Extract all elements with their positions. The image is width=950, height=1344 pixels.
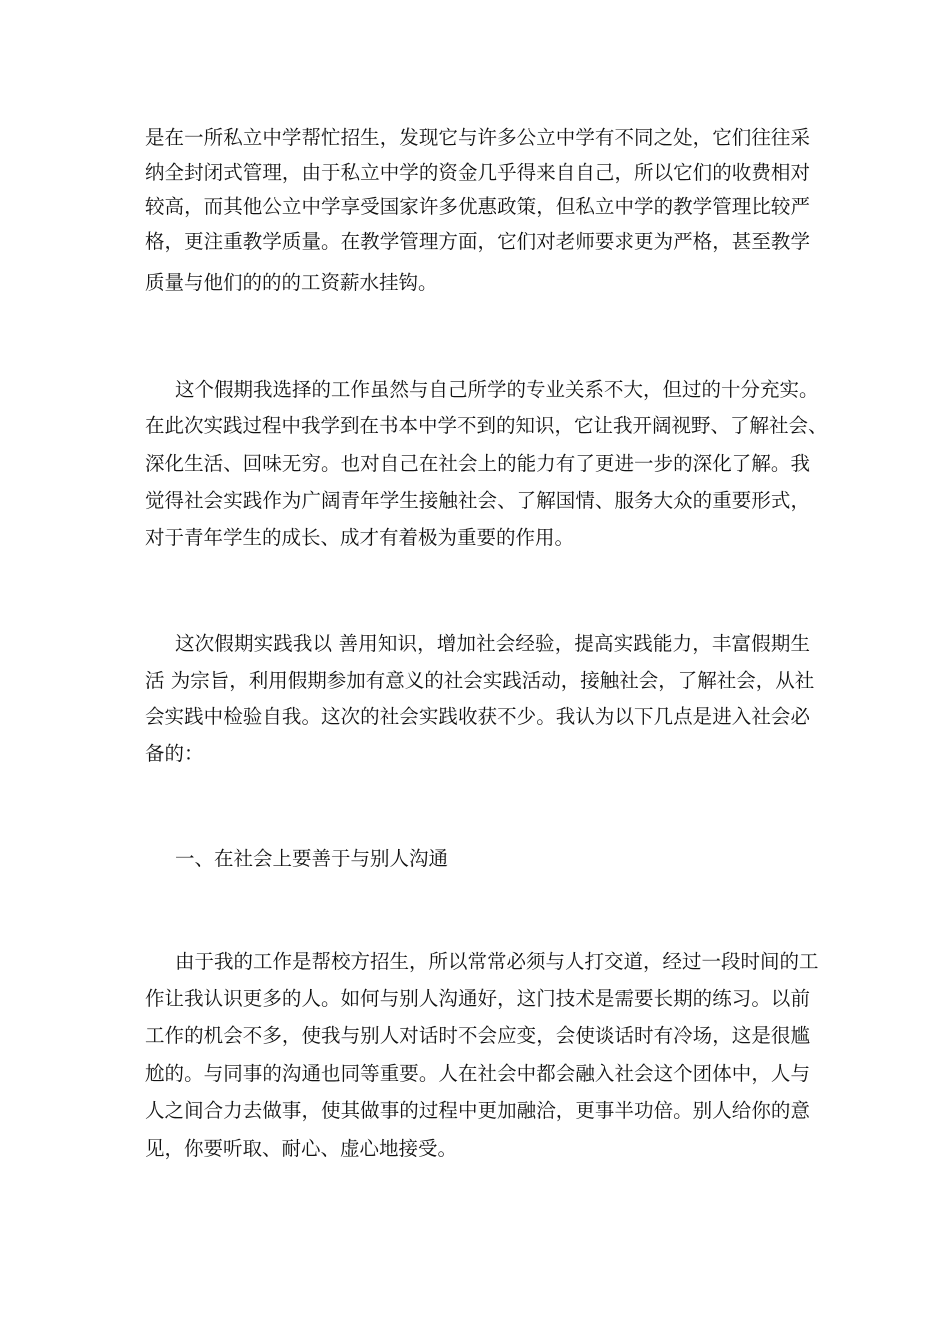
paragraph-2-line-5: 对于青年学生的成长、成才有着极为重要的作用。 [145,526,575,549]
paragraph-2-line-3: 深化生活、回味无穷。也对自己在社会上的能力有了更进一步的深化了解。我 [145,452,810,475]
paragraph-3-line-4: 备的： [145,742,204,765]
paragraph-5-line-3: 工作的机会不多，使我与别人对话时不会应变，会使谈话时有冷场，这是很尴 [145,1024,810,1047]
paragraph-5-line-2: 作让我认识更多的人。如何与别人沟通好，这门技术是需要长期的练习。以前 [145,987,810,1010]
paragraph-2-line-2: 在此次实践过程中我学到在书本中学不到的知识，它让我开阔视野、了解社会、 [145,414,828,437]
paragraph-3-line-3: 会实践中检验自我。这次的社会实践收获不少。我认为以下几点是进入社会必 [145,705,810,728]
paragraph-5-line-6: 见，你要听取、耐心、虚心地接受。 [145,1137,458,1160]
paragraph-1-line-3: 较高，而其他公立中学享受国家许多优惠政策，但私立中学的教学管理比较严 [145,195,810,218]
paragraph-1-line-5: 质量与他们的的的工资薪水挂钩。 [145,271,438,294]
paragraph-3-line-2: 活 为宗旨，利用假期参加有意义的社会实践活动，接触社会，了解社会，从社 [145,669,815,692]
paragraph-5-line-1: 由于我的工作是帮校方招生，所以常常必须与人打交道，经过一段时间的工 [175,950,819,973]
paragraph-2-line-1: 这个假期我选择的工作虽然与自己所学的专业关系不大，但过的十分充实。 [175,378,819,401]
paragraph-3-line-1: 这次假期实践我以 善用知识，增加社会经验，提高实践能力，丰富假期生 [175,632,810,655]
paragraph-5-line-4: 尬的。与同事的沟通也同等重要。人在社会中都会融入社会这个团体中，人与 [145,1062,810,1085]
paragraph-5-line-5: 人之间合力去做事，使其做事的过程中更加融洽，更事半功倍。别人给你的意 [145,1099,810,1122]
paragraph-2-line-4: 觉得社会实践作为广阔青年学生接触社会、了解国情、服务大众的重要形式， [145,489,810,512]
paragraph-1-line-1: 是在一所私立中学帮忙招生，发现它与许多公立中学有不同之处，它们往往采 [145,126,810,149]
section-heading: 一、在社会上要善于与别人沟通 [175,847,449,870]
paragraph-1-line-2: 纳全封闭式管理，由于私立中学的资金几乎得来自自己，所以它们的收费相对 [145,161,810,184]
paragraph-1-line-4: 格，更注重教学质量。在教学管理方面，它们对老师要求更为严格，甚至教学 [145,230,810,253]
